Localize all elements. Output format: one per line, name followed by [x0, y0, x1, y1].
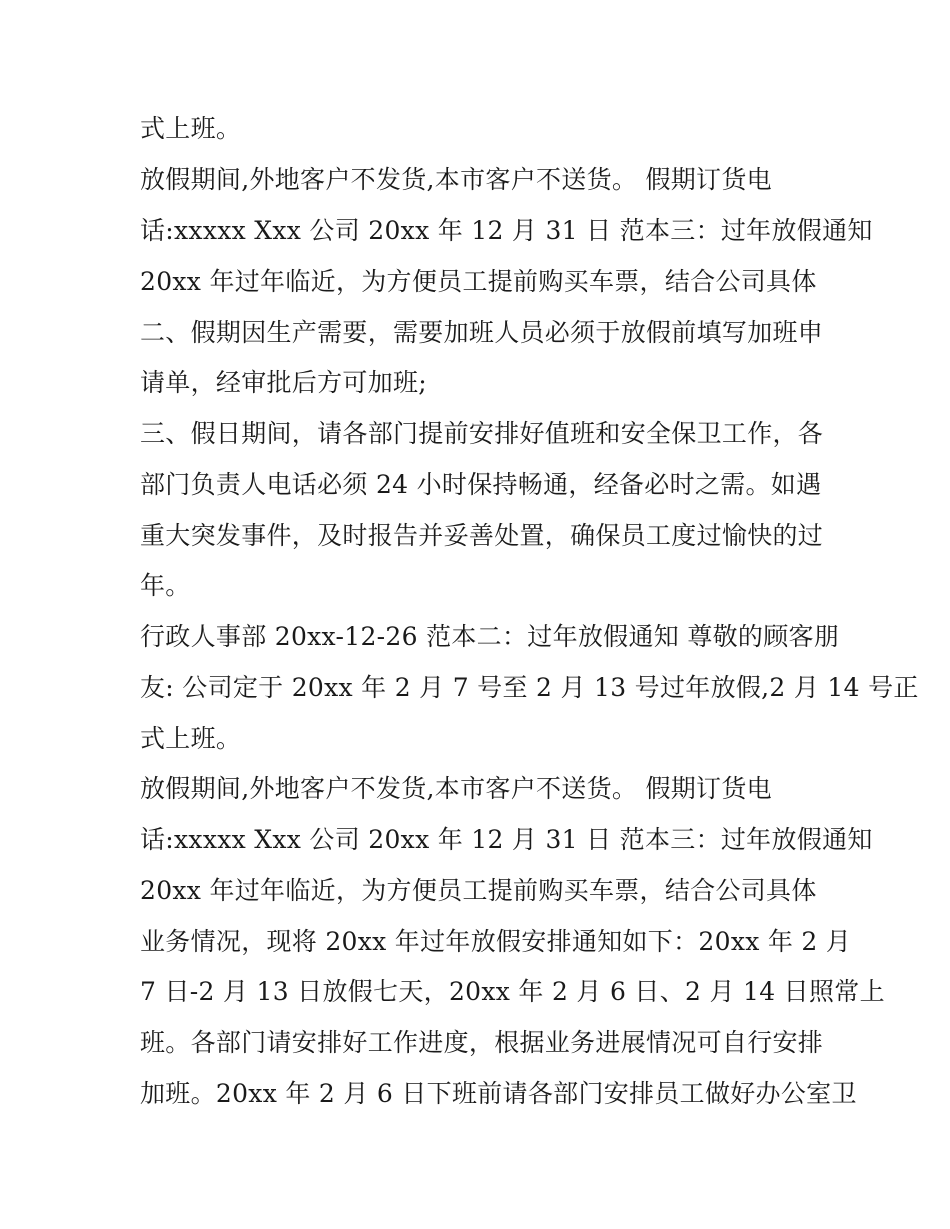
text-line: 年。	[140, 571, 191, 600]
text-line: 加班。20xx 年 2 月 6 日下班前请各部门安排员工做好办公室卫	[140, 1079, 857, 1108]
text-line: 三、假日期间，请各部门提前安排好值班和安全保卫工作，各	[140, 419, 824, 448]
text-line: 话:xxxxx Xxx 公司 20xx 年 12 月 31 日 范本三：过年放假通知	[140, 825, 873, 854]
text-line: 放假期间,外地客户不发货,本市客户不送货。 假期订货电	[140, 165, 772, 194]
text-line: 业务情况，现将 20xx 年过年放假安排通知如下：20xx 年 2 月	[140, 927, 852, 956]
text-line: 部门负责人电话必须 24 小时保持畅通，经备必时之需。如遇	[140, 470, 822, 499]
text-line: 20xx 年过年临近，为方便员工提前购买车票，结合公司具体	[140, 876, 817, 905]
text-line: 友: 公司定于 20xx 年 2 月 7 号至 2 月 13 号过年放假,2 月 14 号正	[140, 673, 919, 702]
text-line: 行政人事部 20xx-12-26 范本二：过年放假通知 尊敬的顾客朋	[140, 622, 840, 651]
text-line: 重大突发事件，及时报告并妥善处置，确保员工度过愉快的过	[140, 521, 824, 550]
text-line: 请单，经审批后方可加班;	[140, 368, 428, 397]
text-line: 班。各部门请安排好工作进度，根据业务进展情况可自行安排	[140, 1028, 824, 1057]
text-line: 7 日-2 月 13 日放假七天，20xx 年 2 月 6 日、2 月 14 日照常上	[140, 977, 885, 1006]
text-line: 话:xxxxx Xxx 公司 20xx 年 12 月 31 日 范本三：过年放假通知	[140, 216, 873, 245]
text-line: 20xx 年过年临近，为方便员工提前购买车票，结合公司具体	[140, 267, 817, 296]
text-line: 式上班。	[140, 724, 242, 753]
text-line: 式上班。	[140, 114, 242, 143]
text-line: 二、假期因生产需要，需要加班人员必须于放假前填写加班申	[140, 318, 824, 347]
text-line: 放假期间,外地客户不发货,本市客户不送货。 假期订货电	[140, 774, 772, 803]
